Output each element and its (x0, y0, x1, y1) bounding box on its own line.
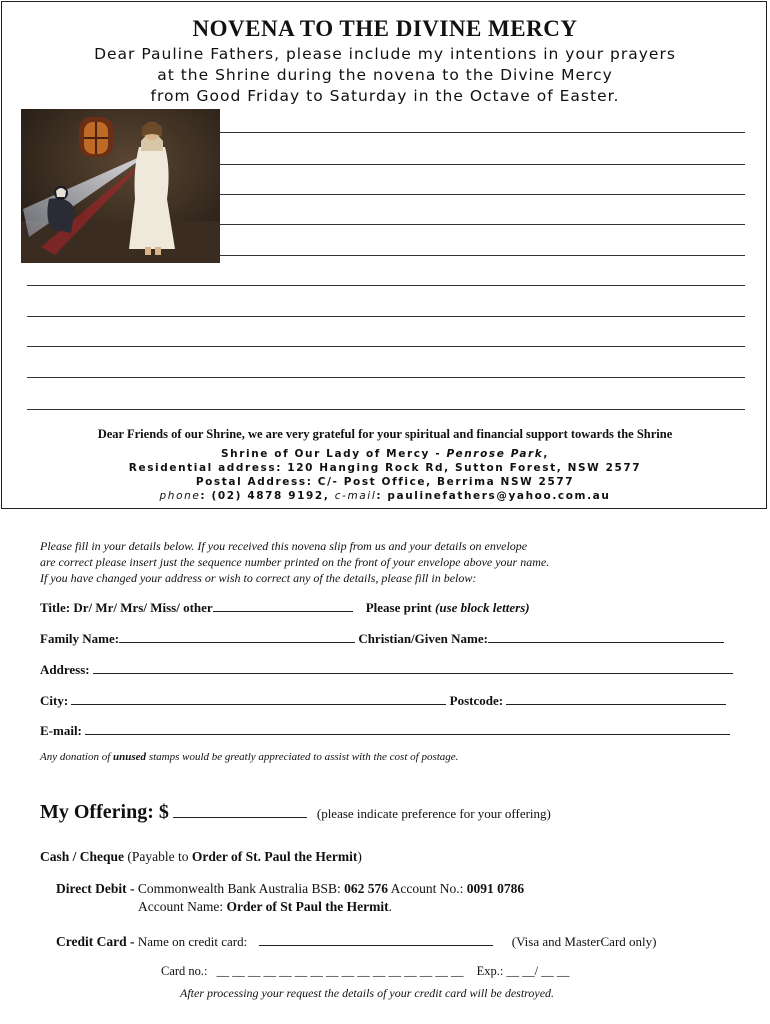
divine-mercy-image (21, 109, 220, 263)
city-row: City: Postcode: (40, 692, 726, 709)
intention-line[interactable] (220, 164, 745, 165)
cash-cheque-option[interactable]: Cash / Cheque (Payable to Order of St. Paul the Hermit) (40, 849, 362, 864)
credit-card-option: Credit Card - Name on credit card: (Visa and MasterCard only) (56, 934, 657, 949)
direct-debit-option[interactable]: Direct Debit - Commonwealth Bank Australia BSB: 062 576 Account No.: 0091 0786 (56, 881, 525, 896)
card-name-field[interactable] (259, 933, 493, 946)
name-row: Family Name: Christian/Given Name: (40, 630, 745, 647)
stamps-note: Any donation of unused stamps would be greatly appreciated to assist with the cost of postage. (40, 751, 459, 763)
offering-row: My Offering: $ (please indicate preference for your offering) (40, 801, 551, 823)
given-name-field[interactable] (488, 630, 724, 643)
intention-line[interactable] (27, 285, 745, 286)
direct-debit-account-name: Account Name: Order of St Paul the Hermit. (138, 899, 392, 914)
intention-line[interactable] (220, 132, 745, 133)
intentions-panel (1, 1, 767, 509)
instructions-line-2: are correct please insert just the sequence number printed on the front of your envelope above your name. (40, 555, 550, 569)
offering-amount-field[interactable] (173, 801, 307, 818)
intention-line[interactable] (27, 377, 745, 378)
family-name-field[interactable] (119, 630, 355, 643)
shrine-name: Shrine of Our Lady of Mercy - Penrose Park, (221, 448, 549, 460)
page-title: NOVENA TO THE DIVINE MERCY (192, 16, 578, 41)
card-destroy-note: After processing your request the details of your credit card will be destroyed. (180, 986, 555, 1000)
intention-line[interactable] (27, 346, 745, 347)
city-field[interactable] (71, 692, 446, 705)
intro-line-1: Dear Pauline Fathers, please include my intentions in your prayers (94, 45, 676, 63)
intention-line[interactable] (27, 316, 745, 317)
email-row: E-mail: (40, 722, 730, 739)
residential-address: Residential address: 120 Hanging Rock Rd, Sutton Forest, NSW 2577 (128, 462, 642, 474)
address-row: Address: (40, 661, 733, 678)
intention-line[interactable] (27, 409, 745, 410)
instructions-line-3: If you have changed your address or wish to correct any of the details, please fill in below: (40, 571, 477, 585)
intention-line[interactable] (220, 224, 745, 225)
intro-line-2: at the Shrine during the novena to the Divine Mercy (157, 66, 613, 84)
email-field[interactable] (85, 722, 730, 735)
card-number-row: Card no.: __ __ __ __ __ __ __ __ __ __ __ __ __ __ __ __ Exp.: __ __/ __ __ (161, 964, 570, 978)
address-field[interactable] (93, 661, 733, 674)
phone-email: phone: (02) 4878 9192, c-mail: paulinefathers@yahoo.com.au (159, 490, 611, 502)
card-expiry-field[interactable]: __ __/ __ __ (506, 964, 570, 978)
postal-address: Postal Address: C/- Post Office, Berrima NSW 2577 (195, 476, 575, 488)
card-number-field[interactable]: __ __ __ __ __ __ __ __ __ __ __ __ __ __ __ __ (216, 964, 464, 978)
title-field[interactable] (213, 599, 353, 612)
postcode-field[interactable] (506, 692, 726, 705)
thanks-note: Dear Friends of our Shrine, we are very grateful for your spiritual and financial support towards the Shrine (97, 427, 673, 441)
intention-line[interactable] (220, 255, 745, 256)
intro-line-3: from Good Friday to Saturday in the Octave of Easter. (150, 87, 620, 105)
intention-line[interactable] (220, 194, 745, 195)
instructions-line-1: Please fill in your details below. If you received this novena slip from us and your details on envelope (40, 539, 528, 553)
title-row: Title: Dr/ Mr/ Mrs/ Miss/ other Please print (use block letters) (40, 600, 530, 615)
